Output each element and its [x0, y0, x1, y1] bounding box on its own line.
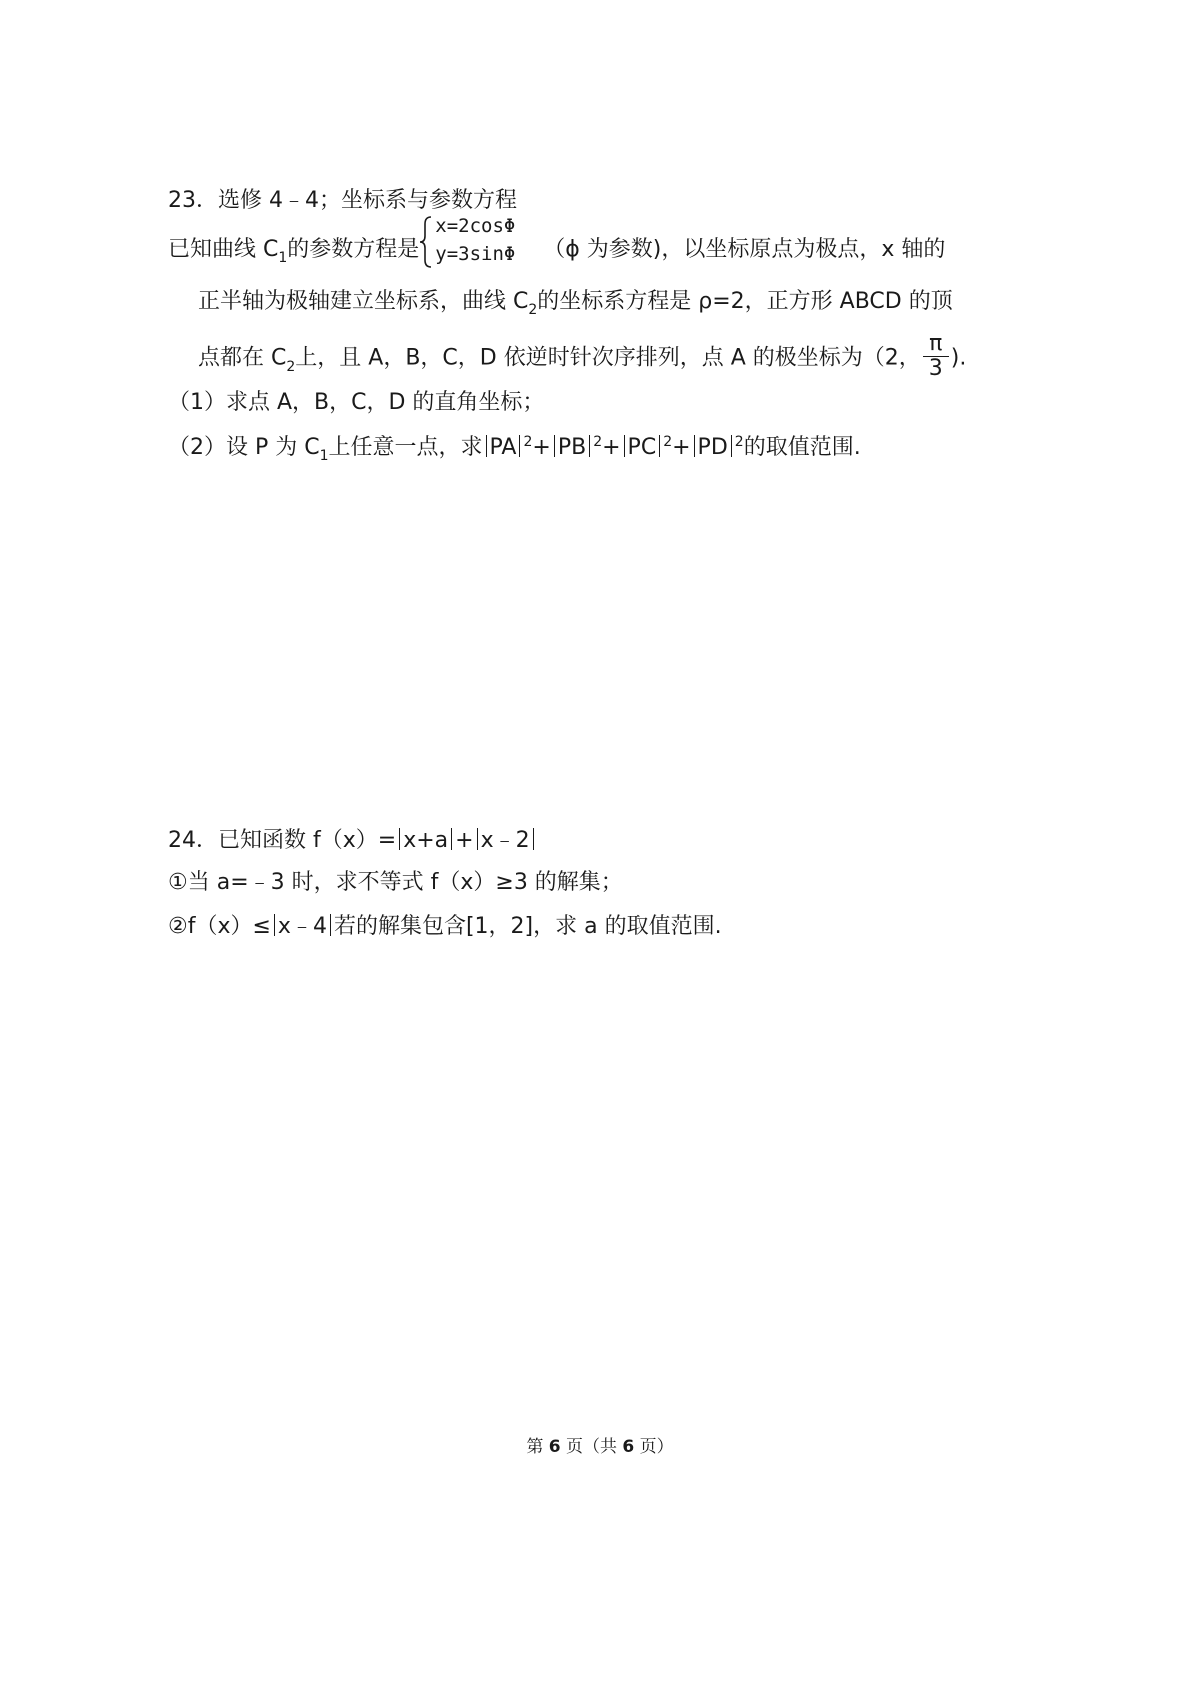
- equation-y: y=3sinΦ: [435, 243, 516, 265]
- subscript: 2: [286, 358, 296, 375]
- footer-text: 页（共: [560, 1437, 623, 1457]
- abs-bar: [330, 914, 331, 936]
- abs-bar: [624, 435, 625, 457]
- total-pages: 6: [622, 1437, 635, 1457]
- abs-bar: [659, 435, 660, 457]
- abs-bar: [519, 435, 520, 457]
- footer-text: 页）: [634, 1437, 674, 1457]
- exponent: 2: [523, 434, 533, 450]
- exponent: 2: [734, 434, 744, 450]
- q23-stem-line3: [198, 331, 967, 383]
- plus-sign: +: [672, 435, 691, 460]
- plus-sign: +: [455, 828, 474, 853]
- abs-bar: [486, 435, 487, 457]
- abs-bar: [694, 435, 695, 457]
- abs-pc: PC: [627, 435, 657, 460]
- subscript: 1: [319, 448, 329, 464]
- q24-item2: [168, 912, 722, 942]
- q23-stem-text: 正半轴为极轴建立坐标系，曲线 C: [198, 289, 529, 314]
- q23-part2-text: （2）设 P 为 C: [168, 435, 320, 460]
- left-brace: [419, 216, 433, 268]
- q23-stem-text: （ϕ 为参数)，以坐标原点为极点，x 轴的: [543, 237, 946, 262]
- parametric-system: [419, 214, 543, 270]
- q23-stem-line2: [198, 287, 953, 319]
- q23-stem-text: 点都在 C: [198, 345, 287, 371]
- abs-bar: [477, 828, 478, 850]
- equation-x: x=2cosΦ: [435, 215, 516, 237]
- q23-part2-text: 的取值范围.: [743, 435, 861, 460]
- abs-bar: [451, 828, 452, 850]
- q23-part2: [168, 433, 861, 465]
- footer-text: 第: [526, 1437, 549, 1457]
- abs-bar: [554, 435, 555, 457]
- subscript: 1: [278, 250, 288, 266]
- subscript: 2: [528, 302, 538, 318]
- abs-pb: PB: [557, 435, 587, 460]
- abs-bar: [731, 435, 732, 457]
- q24-title: [168, 826, 537, 856]
- q24-item1: ①当 a=﹣3 时，求不等式 f（x）≥3 的解集；: [168, 870, 623, 895]
- abs-pd: PD: [697, 435, 728, 460]
- abs-bar: [274, 914, 275, 936]
- q23-stem-line1: [168, 215, 946, 270]
- fraction-numerator: π: [923, 332, 949, 357]
- abs-x-minus-4: x﹣4: [277, 914, 327, 939]
- q23-part2-text: 上任意一点，求: [328, 435, 483, 460]
- q23-stem-text: 的坐标系方程是 ρ=2，正方形 ABCD 的顶: [537, 289, 953, 314]
- exponent: 2: [593, 434, 603, 450]
- abs-bar: [399, 828, 400, 850]
- q24-item2-text: 若的解集包含[1，2]，求 a 的取值范围.: [333, 914, 722, 939]
- q24-item2-text: ②f（x）≤: [168, 914, 271, 939]
- abs-bar: [533, 828, 534, 850]
- abs-x-plus-a: x+a: [403, 828, 449, 853]
- q23-title: 23．选修 4﹣4；坐标系与参数方程: [168, 188, 517, 213]
- plus-sign: +: [602, 435, 621, 460]
- fraction-pi-over-3: [923, 332, 949, 381]
- q24-title-text: 24．已知函数 f（x）=: [168, 828, 397, 853]
- exponent: 2: [663, 434, 673, 450]
- fraction-denominator: 3: [928, 356, 943, 381]
- plus-sign: +: [532, 435, 551, 460]
- abs-pa: PA: [489, 435, 517, 460]
- abs-x-minus-2: x﹣2: [480, 828, 530, 853]
- page-footer: [0, 1432, 1200, 1457]
- page-number: 6: [548, 1437, 561, 1457]
- q23-stem-text: 上，且 A，B，C，D 依逆时针次序排列，点 A 的极坐标为（2，: [295, 345, 921, 371]
- q23-stem-text: 的参数方程是: [287, 237, 420, 262]
- q23-stem-text: ).: [950, 345, 967, 371]
- q23-part1: （1）求点 A，B，C，D 的直角坐标；: [168, 390, 545, 415]
- abs-bar: [589, 435, 590, 457]
- q23-stem-text: 已知曲线 C: [168, 237, 279, 262]
